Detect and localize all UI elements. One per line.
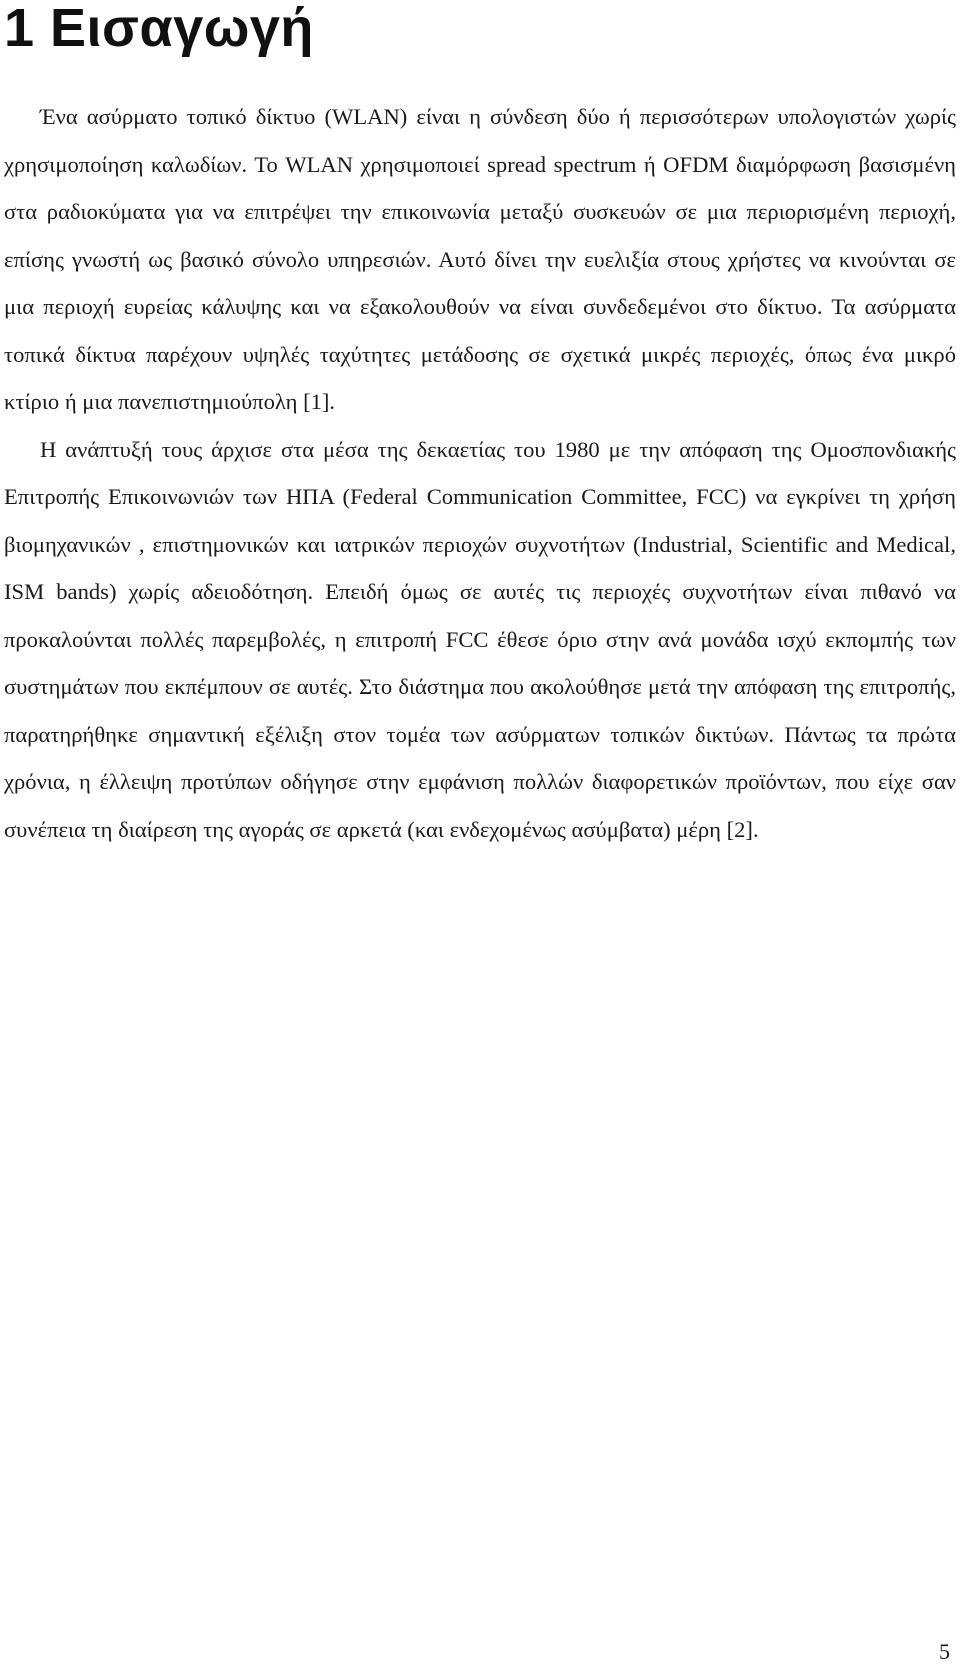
body-text bbox=[4, 93, 956, 853]
paragraph-history: Η ανάπτυξή τους άρχισε στα μέσα της δεκαετίας του 1980 με την απόφαση της Ομοσπονδιακής Επιτροπής Επικοινωνιών των ΗΠΑ (Federal Communication Committee, FCC) να εγκρίνει τη χρήση βιομηχανικών , επιστημονικών και ιατρικών περιοχών συχνοτήτων (Industrial, Scientific and Medical, ISM bands) χωρίς αδειοδότηση. Επειδή όμως σε αυτές τις περιοχές συχνοτήτων είναι πιθανό να προκαλούνται πολλές παρεμβολές, η επιτροπή FCC έθεσε όριο στην ανά μονάδα ισχύ εκπομπής των συστημάτων που εκπέμπουν σε αυτές. Στο διάστημα που ακολούθησε μετά την απόφαση της επιτροπής, παρατηρήθηκε σημαντική εξέλιξη στον τομέα των ασύρματων τοπικών δικτύων. Πάντως τα πρώτα χρόνια, η έλλειψη προτύπων οδήγησε στην εμφάνιση πολλών διαφορετικών προϊόντων, που είχε σαν συνέπεια τη διαίρεση της αγοράς σε αρκετά (και ενδεχομένως ασύμβατα) μέρη [2]. bbox=[4, 436, 956, 842]
section-heading: 1 Εισαγωγή bbox=[4, 0, 314, 58]
page-number: 5 bbox=[939, 1639, 950, 1664]
paragraph-intro: Ένα ασύρματο τοπικό δίκτυο (WLAN) είναι η σύνδεση δύο ή περισσότερων υπολογιστών χωρίς χρησιμοποίηση καλωδίων. Το WLAN χρησιμοποιεί spread spectrum ή OFDM διαμόρφωση βασισμένη στα ραδιοκύματα για να επιτρέψει την επικοινωνία μεταξύ συσκευών σε μια περιορισμένη περιοχή, επίσης γνωστή ως βασικό σύνολο υπηρεσιών. Αυτό δίνει την ευελιξία στους χρήστες να κινούνται σε μια περιοχή ευρείας κάλυψης και να εξακολουθούν να είναι συνδεδεμένοι στο δίκτυο. Τα ασύρματα τοπικά δίκτυα παρέχουν υψηλές ταχύτητες μετάδοσης σε σχετικά μικρές περιοχές, όπως ένα μικρό κτίριο ή μια πανεπιστημιούπολη [1]. bbox=[4, 104, 956, 414]
